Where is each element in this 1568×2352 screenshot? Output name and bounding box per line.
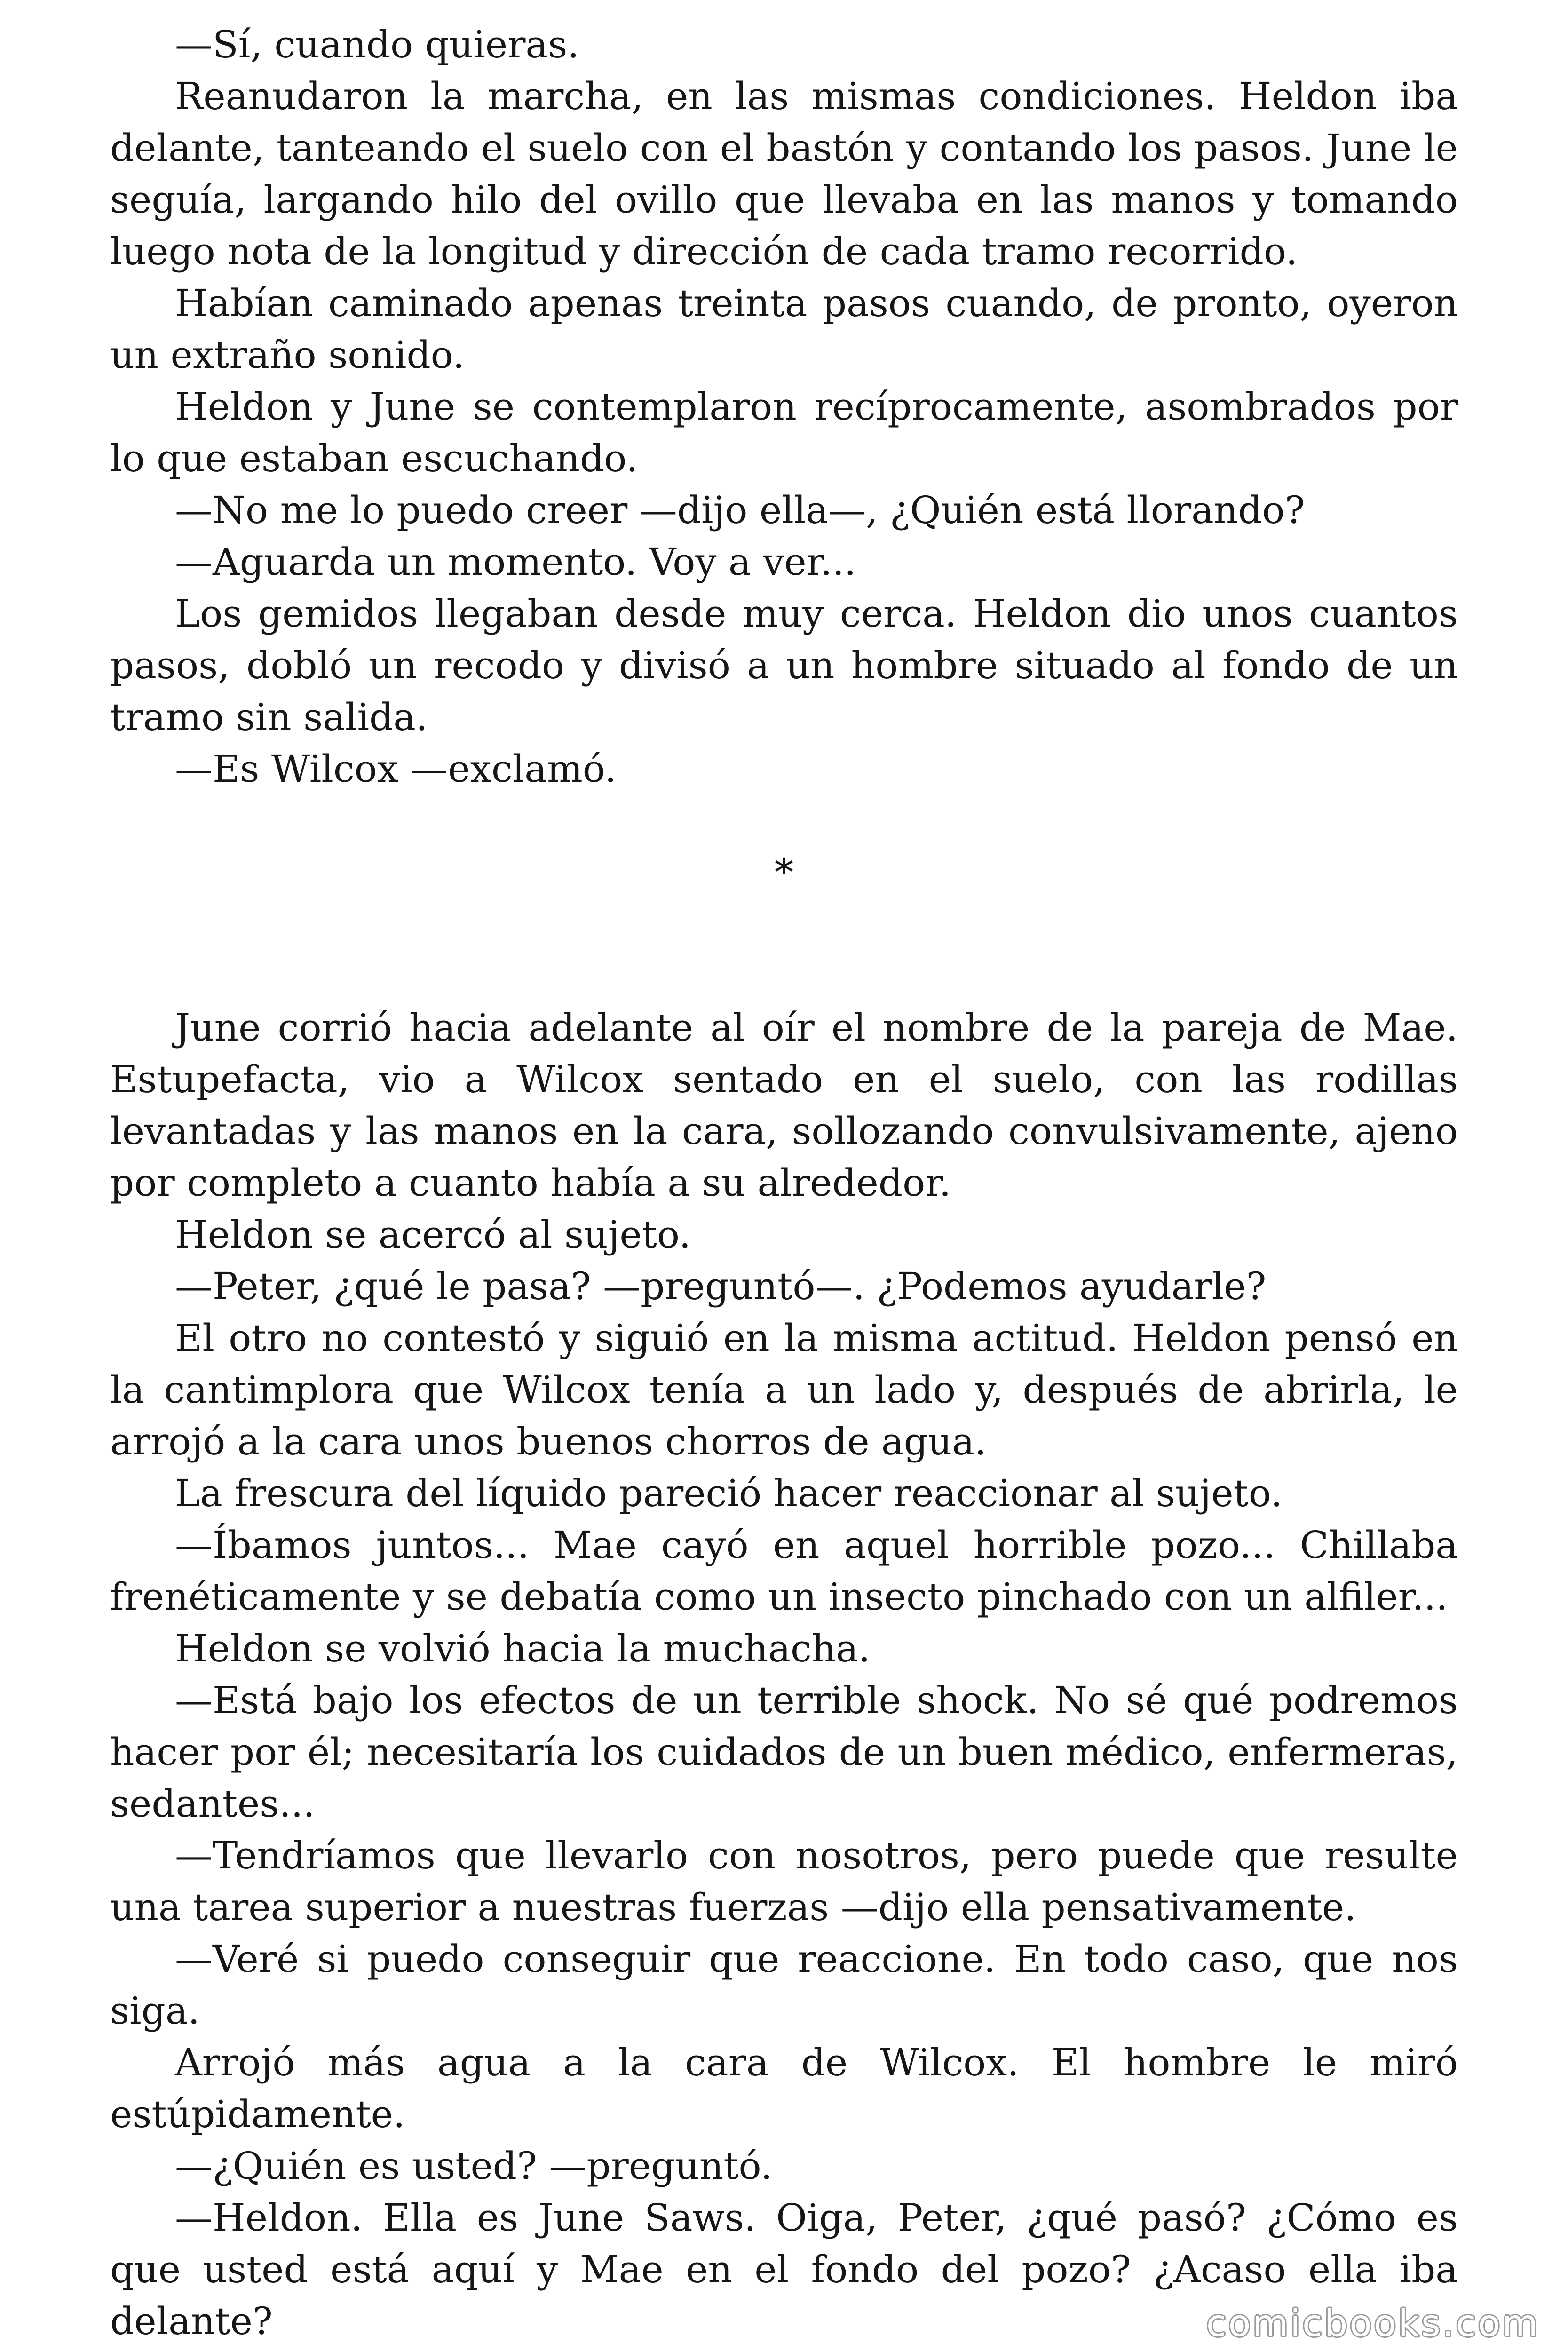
paragraph: June corrió hacia adelante al oír el nombre de la pareja de Mae. Estupefacta, vio a Wilcox sentado en el suelo, con las rodillas levantadas y las manos en la cara, sollozando convulsivamente, ajeno por completo a cuanto había a su alrededor. [110,1006,1458,1205]
watermark: comicbooks.com [1206,2303,1540,2345]
paragraph: —Está bajo los efectos de un terrible shock. No sé qué podremos hacer por él; necesitaría los cuidados de un buen médico, enfermeras, sedantes... [110,1678,1458,1826]
paragraph: Habían caminado apenas treinta pasos cuando, de pronto, oyeron un extraño sonido. [110,281,1458,377]
paragraph: Heldon se acercó al sujeto. [175,1213,691,1256]
paragraph: La frescura del líquido pareció hacer reaccionar al sujeto. [175,1471,1283,1515]
paragraph: —Íbamos juntos... Mae cayó en aquel horrible pozo... Chillaba frenéticamente y se debatía como un insecto pinchado con un alfiler... [110,1523,1458,1619]
paragraph: —¿Quién es usted? —preguntó. [175,2144,773,2188]
paragraph: —Veré si puedo conseguir que reaccione. En todo caso, que nos siga. [110,1937,1458,2033]
scene-break: * [775,850,793,894]
paragraph: —Heldon. Ella es June Saws. Oiga, Peter, ¿qué pasó? ¿Cómo es que usted está aquí y Mae en el fondo del pozo? ¿Acaso ella iba delante? [110,2196,1458,2343]
paragraph: —Peter, ¿qué le pasa? —preguntó—. ¿Podemos ayudarle? [175,1264,1267,1308]
paragraph: —Tendríamos que llevarlo con nosotros, pero puede que resulte una tarea superior a nuestras fuerzas —dijo ella pensativamente. [110,1834,1458,1929]
paragraph: Los gemidos llegaban desde muy cerca. Heldon dio unos cuantos pasos, dobló un recodo y divisó a un hombre situado al fondo de un tramo sin salida. [110,592,1458,739]
paragraph: Heldon y June se contemplaron recíprocamente, asombrados por lo que estaban escuchando. [110,385,1458,480]
book-page [110,19,1458,2347]
paragraph: —Sí, cuando quieras. [175,23,579,66]
paragraph: Reanudaron la marcha, en las mismas condiciones. Heldon iba delante, tanteando el suelo con el bastón y contando los pasos. June le seguía, largando hilo del ovillo que llevaba en las manos y tomando luego nota de la longitud y dirección de cada tramo recorrido. [110,74,1458,273]
paragraph: El otro no contestó y siguió en la misma actitud. Heldon pensó en la cantimplora que Wilcox tenía a un lado y, después de abrirla, le arrojó a la cara unos buenos chorros de agua. [110,1316,1458,1463]
paragraph: Arrojó más agua a la cara de Wilcox. El hombre le miró estúpidamente. [110,2041,1458,2136]
paragraph: —No me lo puedo creer —dijo ella—, ¿Quién está llorando? [175,488,1305,532]
paragraph: —Es Wilcox —exclamó. [175,747,617,791]
paragraph: —Aguarda un momento. Voy a ver... [175,540,856,584]
paragraph: Heldon se volvió hacia la muchacha. [175,1627,871,1670]
